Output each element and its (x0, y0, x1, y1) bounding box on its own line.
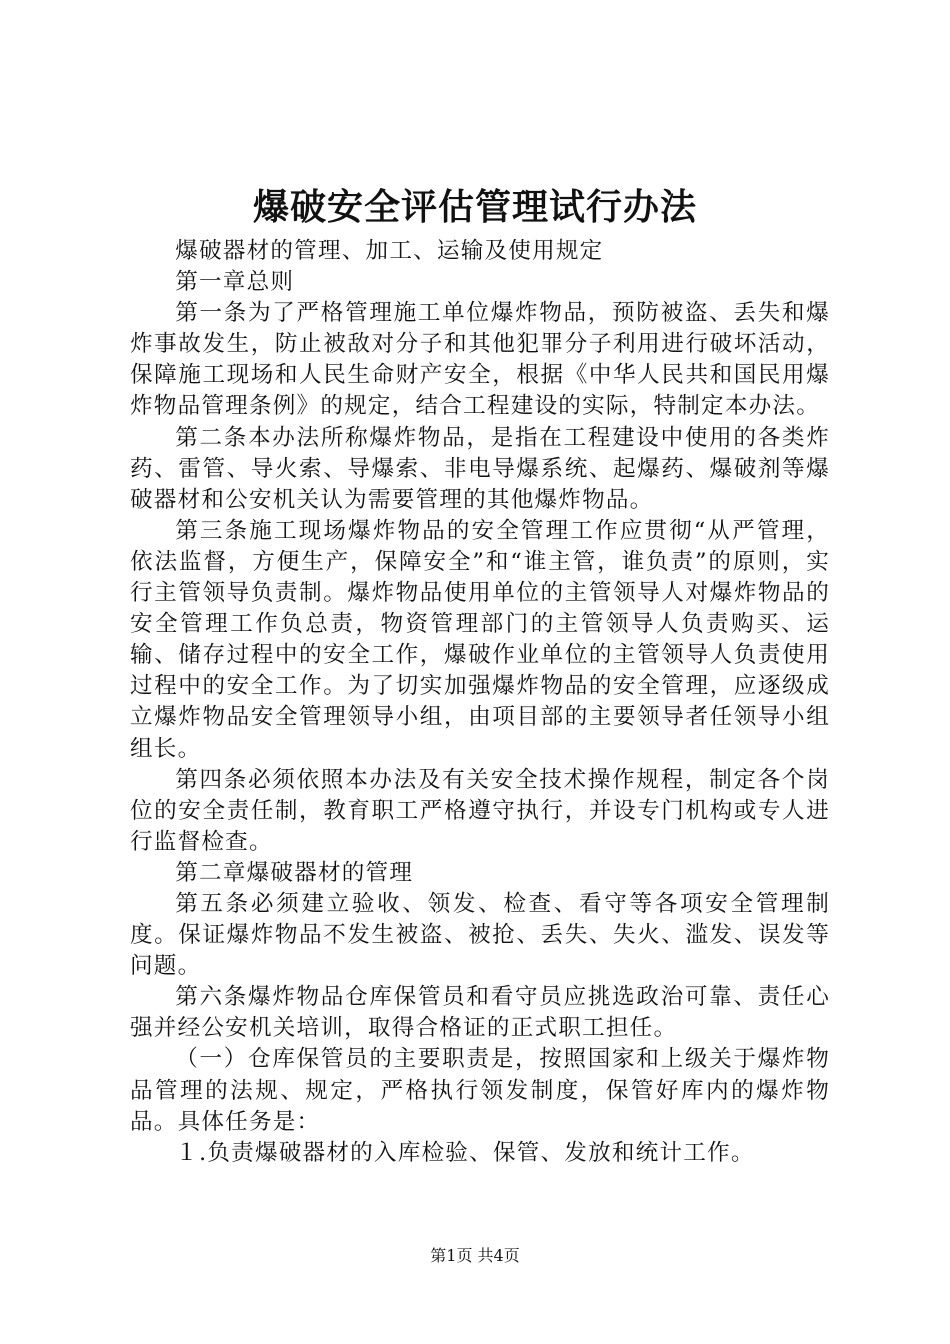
paragraph-article-4: 第四条必须依照本办法及有关安全技术操作规程，制定各个岗位的安全责任制，教育职工严格遵守执行，并设专门机构或专人进行监督检查。 (130, 766, 830, 855)
paragraph-clause-1: （一）仓库保管员的主要职责是，按照国家和上级关于爆炸物品管理的法规、规定，严格执行领发制度，保管好库内的爆炸物品。具体任务是： (130, 1046, 830, 1135)
paragraph-article-6: 第六条爆炸物品仓库保管员和看守员应挑选政治可靠、责任心强并经公安机关培训，取得合格证的正式职工担任。 (130, 984, 830, 1042)
page-footer: 第1页 共4页 (430, 1246, 520, 1265)
paragraph-article-2: 第二条本办法所称爆炸物品，是指在工程建设中使用的各类炸药、雷管、导火索、导爆索、非电导爆系统、起爆药、爆破剂等爆破器材和公安机关认为需要管理的其他爆炸物品。 (130, 424, 830, 513)
paragraph-task-1: １.负责爆破器材的入库检验、保管、发放和统计工作。 (175, 1139, 755, 1166)
document-body (130, 236, 830, 1169)
document-title: 爆破安全评估管理试行办法 (252, 187, 697, 228)
paragraph-subtitle: 爆破器材的管理、加工、运输及使用规定 (175, 238, 604, 264)
paragraph-chapter-2: 第二章爆破器材的管理 (175, 859, 414, 886)
paragraph-article-3: 第三条施工现场爆炸物品的安全管理工作应贯彻“从严管理，依法监督，方便生产，保障安全”和“谁主管，谁负责”的原则，实行主管领导负责制。爆炸物品使用单位的主管领导人对爆炸物品的安全管理工作负总责，物资管理部门的主管领导人负责购买、运输、储存过程中的安全工作，爆破作业单位的主管领导人负责使用过程中的安全工作。为了切实加强爆炸物品的安全管理，应逐级成立爆炸物品安全管理领导小组，由项目部的主要领导者任领导小组组长。 (130, 517, 830, 762)
paragraph-chapter-1: 第一章总则 (175, 269, 295, 296)
paragraph-article-1: 第一条为了严格管理施工单位爆炸物品，预防被盗、丢失和爆炸事故发生，防止被敌对分子和其他犯罪分子利用进行破坏活动，保障施工现场和人民生命财产安全，根据《中华人民共和国民用爆炸物品管理条例》的规定，结合工程建设的实际，特制定本办法。 (130, 300, 830, 420)
paragraph-article-5: 第五条必须建立验收、领发、检查、看守等各项安全管理制度。保证爆炸物品不发生被盗、被抢、丢失、失火、滥发、误发等问题。 (130, 890, 830, 980)
